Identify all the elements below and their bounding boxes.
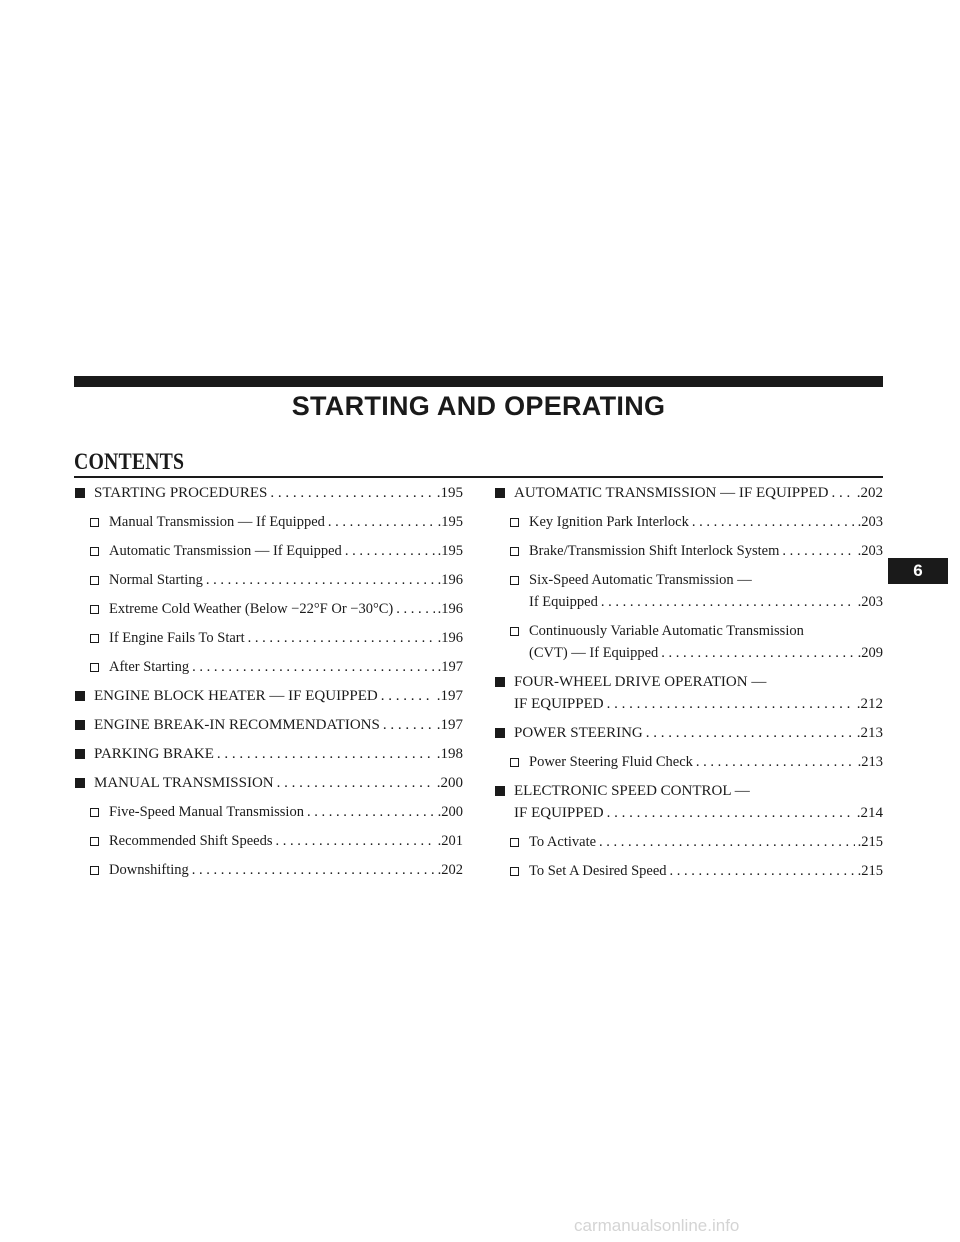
- toc-entry[interactable]: [73, 685, 463, 707]
- toc-page-number: .202: [856, 485, 883, 501]
- toc-entry-label: ENGINE BREAK-IN RECOMMENDATIONS: [94, 717, 380, 733]
- dot-leader: [646, 722, 854, 744]
- dot-leader: [383, 714, 434, 736]
- toc-entry[interactable]: [73, 569, 463, 591]
- dot-leader: [381, 685, 434, 707]
- hollow-square-bullet-icon: [510, 576, 519, 585]
- header-rule: [74, 376, 883, 387]
- toc-entry-label: IF EQUIPPED: [514, 805, 604, 821]
- dot-leader: [345, 540, 435, 562]
- filled-square-bullet-icon: [75, 778, 85, 788]
- toc-entry-label: IF EQUIPPED: [514, 696, 604, 712]
- toc-entry-label: MANUAL TRANSMISSION: [94, 775, 274, 791]
- toc-entry-label: Brake/Transmission Shift Interlock System: [529, 543, 780, 559]
- toc-entry[interactable]: [493, 722, 883, 744]
- toc-entry[interactable]: [73, 598, 463, 620]
- toc-page-number: .203: [857, 543, 883, 559]
- toc-entry[interactable]: [73, 540, 463, 562]
- dot-leader: [782, 540, 854, 562]
- hollow-square-bullet-icon: [90, 837, 99, 846]
- dot-leader: [396, 598, 434, 620]
- toc-entry[interactable]: [493, 511, 883, 533]
- filled-square-bullet-icon: [495, 488, 505, 498]
- toc-entry-label: To Activate: [529, 834, 597, 850]
- filled-square-bullet-icon: [495, 728, 505, 738]
- hollow-square-bullet-icon: [90, 576, 99, 585]
- dot-leader: [601, 591, 855, 613]
- hollow-square-bullet-icon: [90, 663, 99, 672]
- toc-entry-label: Key Ignition Park Interlock: [529, 514, 689, 530]
- hollow-square-bullet-icon: [90, 808, 99, 817]
- dot-leader: [607, 802, 854, 824]
- toc-entry[interactable]: [73, 482, 463, 504]
- toc-entry[interactable]: [493, 482, 883, 504]
- toc-entry-label: Six-Speed Automatic Transmission —: [529, 572, 752, 588]
- hollow-square-bullet-icon: [510, 867, 519, 876]
- dot-leader: [661, 642, 854, 664]
- dot-leader: [192, 656, 434, 678]
- toc-entry-label: If Equipped: [529, 594, 598, 610]
- toc-page-number: .196: [437, 630, 463, 646]
- filled-square-bullet-icon: [495, 786, 505, 796]
- toc-entry-label: After Starting: [109, 659, 190, 675]
- toc-entry-label: ENGINE BLOCK HEATER — IF EQUIPPED: [94, 688, 378, 704]
- dot-leader: [599, 831, 855, 853]
- toc-entry-label: Continuously Variable Automatic Transmission: [529, 623, 804, 639]
- toc-entry-label: If Engine Fails To Start: [109, 630, 245, 646]
- dot-leader: [277, 772, 434, 794]
- toc-page-number: .203: [857, 594, 883, 610]
- dot-leader: [670, 860, 855, 882]
- toc-page-number: .197: [437, 659, 463, 675]
- toc-entry-label: STARTING PROCEDURES: [94, 485, 268, 501]
- toc-entry-label: AUTOMATIC TRANSMISSION — IF EQUIPPED: [514, 485, 829, 501]
- hollow-square-bullet-icon: [90, 866, 99, 875]
- toc-entry-label: Downshifting: [109, 862, 189, 878]
- dot-leader: [328, 511, 435, 533]
- toc-entry-label: Power Steering Fluid Check: [529, 754, 693, 770]
- hollow-square-bullet-icon: [90, 518, 99, 527]
- toc-entry-label: PARKING BRAKE: [94, 746, 214, 762]
- dot-leader: [276, 830, 435, 852]
- dot-leader: [248, 627, 435, 649]
- toc-entry[interactable]: [73, 772, 463, 794]
- toc-entry[interactable]: [493, 620, 883, 664]
- watermark: carmanualsonline.info: [574, 1216, 740, 1235]
- toc-page-number: .203: [857, 514, 883, 530]
- toc-entry-label: Recommended Shift Speeds: [109, 833, 273, 849]
- dot-leader: [270, 482, 433, 504]
- contents-rule: [74, 476, 883, 478]
- toc-entry[interactable]: [493, 780, 883, 824]
- toc-page-number: .213: [856, 725, 883, 741]
- toc-entry[interactable]: [73, 714, 463, 736]
- hollow-square-bullet-icon: [90, 547, 99, 556]
- toc-page-number: .197: [436, 688, 463, 704]
- toc-entry[interactable]: [493, 671, 883, 715]
- toc-entry[interactable]: [493, 569, 883, 613]
- toc-page-number: .195: [437, 514, 463, 530]
- filled-square-bullet-icon: [75, 749, 85, 759]
- toc-page-number: .215: [857, 834, 883, 850]
- filled-square-bullet-icon: [75, 691, 85, 701]
- toc-page-number: .196: [437, 601, 463, 617]
- toc-entry-label: Automatic Transmission — If Equipped: [109, 543, 342, 559]
- toc-entry-label: Extreme Cold Weather (Below −22°F Or −30°C): [109, 601, 394, 617]
- dot-leader: [217, 743, 434, 765]
- toc-page-number: .200: [437, 804, 463, 820]
- hollow-square-bullet-icon: [90, 605, 99, 614]
- toc-entry[interactable]: [73, 830, 463, 852]
- toc-entry[interactable]: [493, 751, 883, 773]
- toc-entry[interactable]: [73, 801, 463, 823]
- dot-leader: [192, 859, 435, 881]
- toc-entry-label: POWER STEERING: [514, 725, 643, 741]
- hollow-square-bullet-icon: [90, 634, 99, 643]
- toc-page-number: .195: [436, 485, 463, 501]
- toc-entry-label: (CVT) — If Equipped: [529, 645, 659, 661]
- toc-page-number: .198: [436, 746, 463, 762]
- toc-page-number: .212: [856, 696, 883, 712]
- toc-entry[interactable]: [73, 656, 463, 678]
- toc-page-number: .197: [436, 717, 463, 733]
- dot-leader: [692, 511, 855, 533]
- toc-entry-label: Normal Starting: [109, 572, 203, 588]
- toc-entry[interactable]: [73, 859, 463, 881]
- toc-page-number: .215: [857, 863, 883, 879]
- toc-left-column: [73, 482, 463, 888]
- toc-entry-label: ELECTRONIC SPEED CONTROL —: [514, 783, 750, 799]
- chapter-tab: 6: [888, 558, 948, 584]
- dot-leader: [307, 801, 435, 823]
- filled-square-bullet-icon: [495, 677, 505, 687]
- toc-entry[interactable]: [493, 860, 883, 882]
- dot-leader: [831, 482, 853, 504]
- filled-square-bullet-icon: [75, 488, 85, 498]
- hollow-square-bullet-icon: [510, 758, 519, 767]
- dot-leader: [206, 569, 435, 591]
- toc-page-number: .195: [437, 543, 463, 559]
- toc-page-number: .202: [437, 862, 463, 878]
- toc-page-number: .200: [436, 775, 463, 791]
- toc-page-number: .209: [857, 645, 883, 661]
- dot-leader: [607, 693, 854, 715]
- toc-entry[interactable]: [493, 540, 883, 562]
- toc-entry-label: Five-Speed Manual Transmission: [109, 804, 304, 820]
- toc-entry-label: Manual Transmission — If Equipped: [109, 514, 325, 530]
- hollow-square-bullet-icon: [510, 547, 519, 556]
- filled-square-bullet-icon: [75, 720, 85, 730]
- toc-entry-label: To Set A Desired Speed: [529, 863, 667, 879]
- toc-entry[interactable]: [73, 743, 463, 765]
- toc-entry-label: FOUR-WHEEL DRIVE OPERATION —: [514, 674, 767, 690]
- toc-entry[interactable]: [73, 627, 463, 649]
- toc-page-number: .213: [857, 754, 883, 770]
- dot-leader: [696, 751, 855, 773]
- toc-entry[interactable]: [73, 511, 463, 533]
- toc-entry[interactable]: [493, 831, 883, 853]
- chapter-title: STARTING AND OPERATING: [291, 391, 666, 421]
- hollow-square-bullet-icon: [510, 627, 519, 636]
- hollow-square-bullet-icon: [510, 518, 519, 527]
- contents-heading: CONTENTS: [74, 449, 185, 474]
- toc-right-column: [493, 482, 883, 889]
- hollow-square-bullet-icon: [510, 838, 519, 847]
- toc-page-number: .201: [437, 833, 463, 849]
- toc-page-number: .214: [856, 805, 883, 821]
- toc-page-number: .196: [437, 572, 463, 588]
